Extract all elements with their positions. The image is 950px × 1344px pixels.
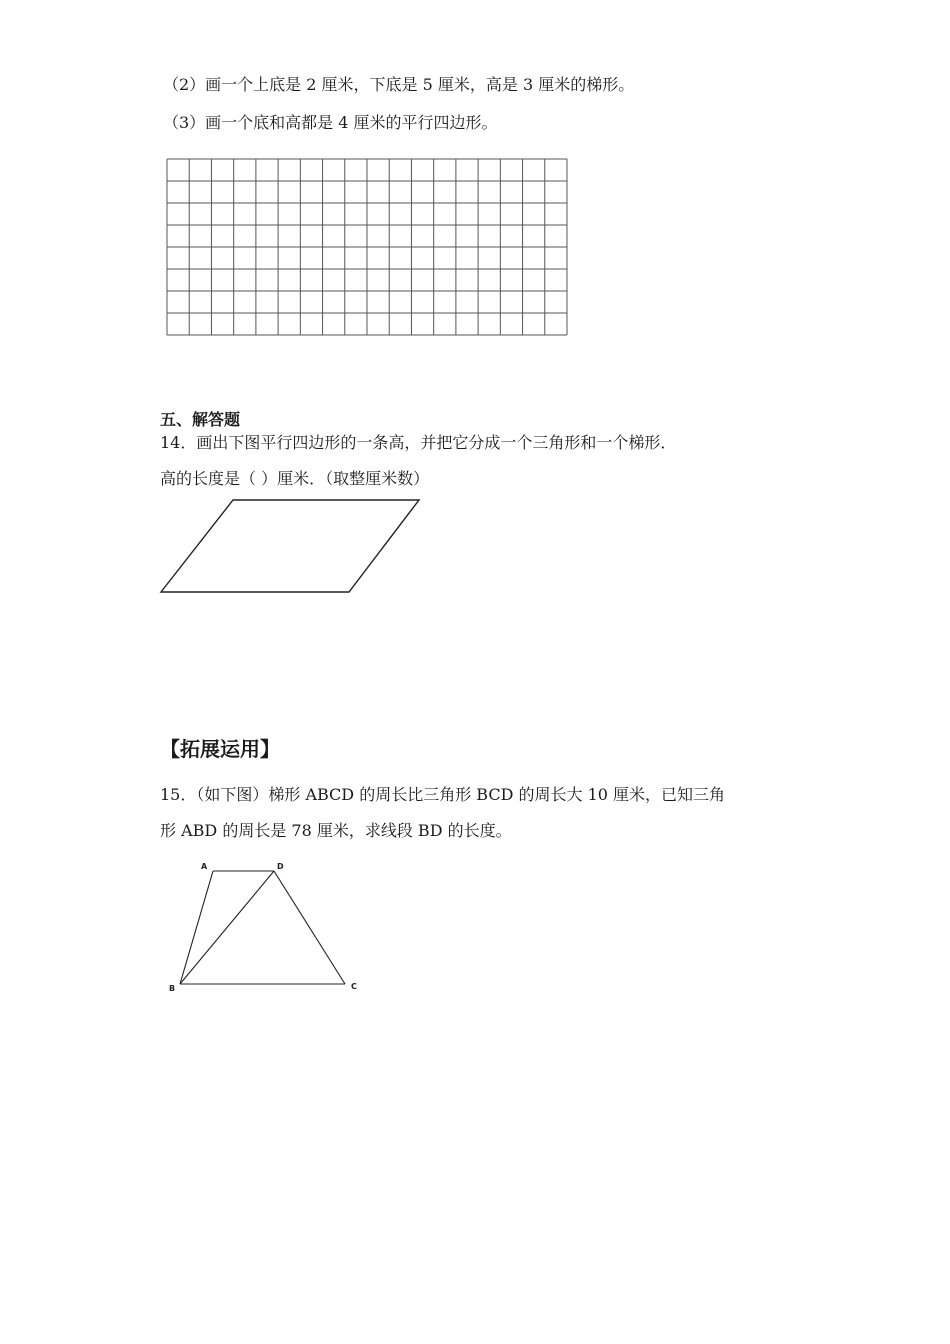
q14-line1: 14．画出下图平行四边形的一条高，并把它分成一个三角形和一个梯形． [160,433,677,452]
parallelogram-figure [155,496,425,598]
segment-bd [180,871,274,984]
q15-line2: 形 ABD 的周长是 78 厘米，求线段 BD 的长度。 [160,821,512,840]
q15-line1: 15．（如下图）梯形 ABCD 的周长比三角形 BCD 的周长大 10 厘米，已知三角 [160,785,726,804]
segment-dc [274,871,345,984]
vertex-label-c: C [351,982,357,991]
vertex-label-b: B [169,984,176,993]
extension-title: 【拓展运用】 [160,737,280,761]
part4-item3: （3）画一个底和高都是 4 厘米的平行四边形。 [163,113,498,132]
drawing-grid [166,158,568,338]
segment-ab [180,871,213,984]
vertex-label-d: D [277,862,284,871]
vertex-label-a: A [201,862,208,871]
section5-title: 五、解答题 [160,410,241,429]
trapezoid-figure [165,858,365,992]
part4-item2: （2）画一个上底是 2 厘米，下底是 5 厘米，高是 3 厘米的梯形。 [163,75,635,94]
parallelogram-shape [161,500,419,592]
trapezoid-lines [180,871,345,984]
q14-line2: 高的长度是（ ）厘米．（取整厘米数） [160,469,430,488]
